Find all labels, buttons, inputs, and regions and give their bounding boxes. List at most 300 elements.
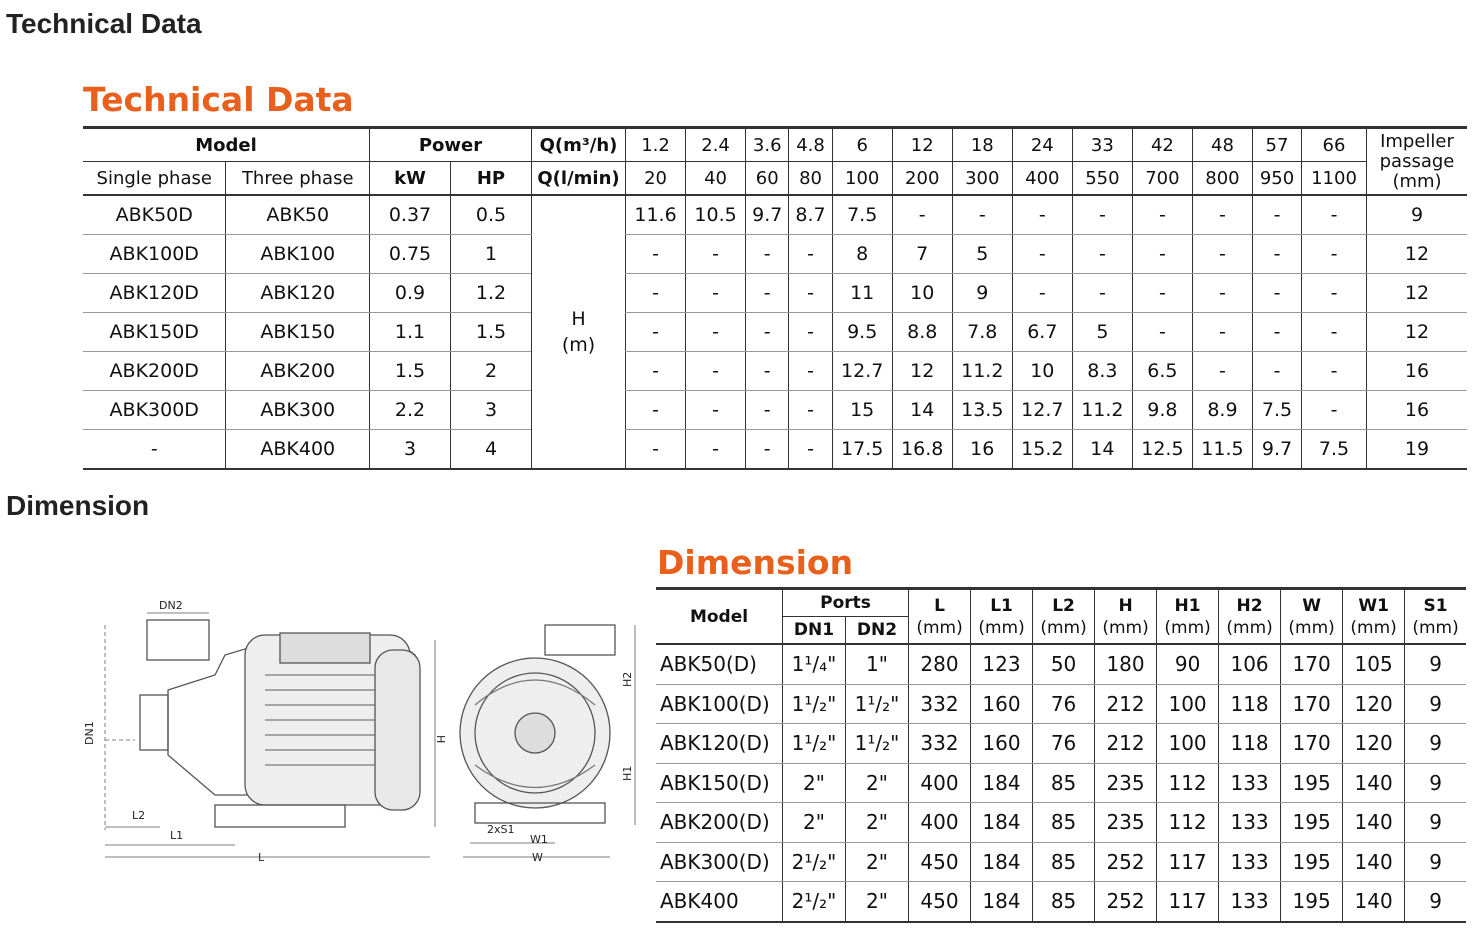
cell-head-value: - xyxy=(1132,195,1192,235)
th-flow-lmin-9: 550 xyxy=(1072,162,1132,196)
th-col-l1 xyxy=(971,589,1033,645)
cell-head-value: - xyxy=(1252,313,1301,352)
cell-dim-model: ABK100(D) xyxy=(656,684,783,724)
cell-head-value: 7.5 xyxy=(1252,391,1301,430)
head-unit: (m) xyxy=(561,334,596,356)
th-flow-m3h-3: 3.6 xyxy=(746,128,789,162)
th-unit: (mm) xyxy=(1412,617,1459,638)
cell-head-value: - xyxy=(746,391,789,430)
th-flow-m3h-9: 33 xyxy=(1072,128,1132,162)
cell-dim-value: 85 xyxy=(1033,803,1095,843)
cell-head-value: 12 xyxy=(892,352,952,391)
cell-head-value: - xyxy=(686,313,746,352)
th-flow-lmin-11: 800 xyxy=(1192,162,1252,196)
cell-head-value: 9.7 xyxy=(746,195,789,235)
dim-row xyxy=(656,842,1466,882)
outlet-flange xyxy=(147,620,209,660)
cell-kw: 0.37 xyxy=(370,195,451,235)
th-unit: (mm) xyxy=(916,617,963,638)
cell-dim-value: 252 xyxy=(1095,882,1157,922)
cell-dim-model: ABK50(D) xyxy=(656,644,783,684)
cell-single-phase: ABK120D xyxy=(83,274,226,313)
dim-row xyxy=(656,882,1466,922)
cell-dim-value: 117 xyxy=(1157,882,1219,922)
th-flow-m3h-4: 4.8 xyxy=(789,128,832,162)
dim-row xyxy=(656,644,1466,684)
th-col-s1 xyxy=(1405,589,1466,645)
cell-dim-value: 120 xyxy=(1343,724,1405,764)
brand-title-dimension: Dimension xyxy=(657,543,854,582)
label-l1: L1 xyxy=(170,829,184,842)
cell-dim-value: 450 xyxy=(909,882,971,922)
cell-hp: 1.2 xyxy=(451,274,532,313)
cell-dn2: 2" xyxy=(846,842,909,882)
cell-hp: 2 xyxy=(451,352,532,391)
cell-head-value: 6.5 xyxy=(1132,352,1192,391)
cell-head-value: 8.7 xyxy=(789,195,832,235)
cell-head-value: - xyxy=(1192,352,1252,391)
cell-head-value: - xyxy=(686,430,746,470)
th-model: Model xyxy=(83,128,370,162)
cell-three-phase: ABK120 xyxy=(226,274,370,313)
cell-dim-value: 76 xyxy=(1033,724,1095,764)
cell-head-value: 12.7 xyxy=(1012,391,1072,430)
th-col-h-label: H xyxy=(1118,595,1133,616)
cell-dim-value: 133 xyxy=(1219,842,1281,882)
th-flow-lmin-10: 700 xyxy=(1132,162,1192,196)
impeller-eye xyxy=(515,713,555,753)
tech-row xyxy=(83,235,1467,274)
cell-head-value: - xyxy=(1012,195,1072,235)
th-col-w xyxy=(1281,589,1343,645)
cell-impeller: 12 xyxy=(1367,274,1468,313)
cell-head-value: - xyxy=(1132,274,1192,313)
dimension-table xyxy=(656,587,1466,923)
head-label: H xyxy=(571,308,586,330)
cell-three-phase: ABK300 xyxy=(226,391,370,430)
cell-head-value: 7.5 xyxy=(1302,430,1367,470)
th-col-w1 xyxy=(1343,589,1405,645)
cell-kw: 1.5 xyxy=(370,352,451,391)
tech-row xyxy=(83,274,1467,313)
cell-head-value: - xyxy=(746,352,789,391)
cell-head-value: 12.7 xyxy=(832,352,892,391)
th-dn2: DN2 xyxy=(846,617,909,645)
label-w1: W1 xyxy=(530,833,548,846)
cell-hp: 4 xyxy=(451,430,532,470)
cell-dim-value: 9 xyxy=(1405,842,1466,882)
cell-head-value: - xyxy=(686,352,746,391)
cell-dim-value: 252 xyxy=(1095,842,1157,882)
label-s1: 2xS1 xyxy=(487,823,515,836)
th-q-m3h: Q(m³/h) xyxy=(532,128,626,162)
cell-head-value: - xyxy=(952,195,1012,235)
cell-dim-value: 9 xyxy=(1405,724,1466,764)
cell-dn1: 1¹/₂" xyxy=(783,724,846,764)
th-flow-lmin-8: 400 xyxy=(1012,162,1072,196)
th-col-h1 xyxy=(1157,589,1219,645)
cell-head-value: 14 xyxy=(892,391,952,430)
cell-hp: 1 xyxy=(451,235,532,274)
cell-head-value: 11 xyxy=(832,274,892,313)
th-flow-lmin-4: 80 xyxy=(789,162,832,196)
cell-head-value: - xyxy=(686,274,746,313)
cell-dim-value: 100 xyxy=(1157,684,1219,724)
th-col-l xyxy=(909,589,971,645)
cell-impeller: 16 xyxy=(1367,391,1468,430)
cell-dn1: 2" xyxy=(783,803,846,843)
cell-dn2: 2" xyxy=(846,882,909,922)
cell-head-value: 5 xyxy=(952,235,1012,274)
cell-dim-value: 184 xyxy=(971,803,1033,843)
cell-dim-value: 100 xyxy=(1157,724,1219,764)
cell-dn1: 1¹/₂" xyxy=(783,684,846,724)
cell-dim-value: 170 xyxy=(1281,684,1343,724)
cell-impeller: 9 xyxy=(1367,195,1468,235)
cell-head-value: - xyxy=(789,313,832,352)
cell-dim-model: ABK120(D) xyxy=(656,724,783,764)
th-col-h xyxy=(1095,589,1157,645)
cell-dim-model: ABK300(D) xyxy=(656,842,783,882)
cell-head-value: - xyxy=(1252,274,1301,313)
th-flow-m3h-6: 12 xyxy=(892,128,952,162)
th-flow-m3h-8: 24 xyxy=(1012,128,1072,162)
cell-head-value: - xyxy=(1252,195,1301,235)
cell-dim-value: 140 xyxy=(1343,882,1405,922)
cell-kw: 0.75 xyxy=(370,235,451,274)
th-unit: (mm) xyxy=(1288,617,1335,638)
th-three-phase: Three phase xyxy=(226,162,370,196)
th-col-l1-label: L1 xyxy=(990,595,1013,616)
th-flow-lmin-6: 200 xyxy=(892,162,952,196)
th-impeller: Impeller passage (mm) xyxy=(1367,128,1468,196)
cell-head-value: - xyxy=(626,274,686,313)
th-col-l2 xyxy=(1033,589,1095,645)
cell-dim-value: 140 xyxy=(1343,803,1405,843)
cell-head-value: 6.7 xyxy=(1012,313,1072,352)
cell-dim-value: 400 xyxy=(909,803,971,843)
cell-dim-value: 112 xyxy=(1157,763,1219,803)
cell-single-phase: - xyxy=(150,438,158,460)
cell-dim-value: 85 xyxy=(1033,882,1095,922)
cell-single-phase: ABK200D xyxy=(83,352,226,391)
cell-single-phase: ABK150D xyxy=(83,313,226,352)
cell-dim-value: 117 xyxy=(1157,842,1219,882)
cell-head-value: - xyxy=(1252,235,1301,274)
inlet-flange xyxy=(140,695,168,750)
cell-dim-value: 133 xyxy=(1219,882,1281,922)
fan-cover xyxy=(375,650,420,810)
cell-dim-value: 332 xyxy=(909,684,971,724)
cell-head-value: - xyxy=(1072,195,1132,235)
cell-dim-value: 112 xyxy=(1157,803,1219,843)
cell-dim-value: 195 xyxy=(1281,882,1343,922)
tech-row xyxy=(83,313,1467,352)
cell-hp: 1.5 xyxy=(451,313,532,352)
th-flow-lmin-7: 300 xyxy=(952,162,1012,196)
dim-row xyxy=(656,684,1466,724)
cell-dn2: 2" xyxy=(846,803,909,843)
cell-head-value: 5 xyxy=(1072,313,1132,352)
cell-dim-value: 160 xyxy=(971,724,1033,764)
cell-dim-value: 400 xyxy=(909,763,971,803)
cell-kw: 3 xyxy=(370,430,451,470)
label-dn2: DN2 xyxy=(159,599,183,612)
cell-head-value: - xyxy=(626,430,686,470)
cell-dim-value: 118 xyxy=(1219,684,1281,724)
cell-head-value: - xyxy=(892,195,952,235)
cell-single-phase: ABK300D xyxy=(83,391,226,430)
cell-dim-value: 235 xyxy=(1095,763,1157,803)
cell-dim-value: 118 xyxy=(1219,724,1281,764)
cell-head-value: - xyxy=(626,391,686,430)
cell-three-phase: ABK200 xyxy=(226,352,370,391)
cell-dn1: 2" xyxy=(783,763,846,803)
tech-row xyxy=(83,391,1467,430)
th-q-lmin: Q(l/min) xyxy=(532,162,626,196)
cell-dim-model: ABK400 xyxy=(660,889,739,914)
cell-dn2: 1¹/₂" xyxy=(846,684,909,724)
cell-head-value: - xyxy=(1072,274,1132,313)
cell-head-label xyxy=(532,195,626,469)
cell-head-value: 9.5 xyxy=(832,313,892,352)
th-flow-lmin-5: 100 xyxy=(832,162,892,196)
pump-dimension-drawing xyxy=(75,595,645,875)
cell-head-value: - xyxy=(789,430,832,470)
cell-head-value: - xyxy=(746,235,789,274)
cell-head-value: 7.5 xyxy=(832,195,892,235)
cell-head-value: - xyxy=(1302,274,1367,313)
th-col-l2-label: L2 xyxy=(1052,595,1075,616)
th-col-h1-label: H1 xyxy=(1174,595,1201,616)
cell-hp: 0.5 xyxy=(451,195,532,235)
cell-dim-value: 280 xyxy=(909,644,971,684)
cell-dim-value: 120 xyxy=(1343,684,1405,724)
dim-row xyxy=(656,803,1466,843)
cell-dim-value: 170 xyxy=(1281,644,1343,684)
cell-dim-value: 76 xyxy=(1033,684,1095,724)
tech-row xyxy=(83,430,1467,470)
th-flow-m3h-10: 42 xyxy=(1132,128,1192,162)
cell-head-value: 16.8 xyxy=(892,430,952,470)
th-flow-lmin-2: 40 xyxy=(686,162,746,196)
cell-dim-value: 184 xyxy=(971,842,1033,882)
cell-head-value: 17.5 xyxy=(832,430,892,470)
cell-single-phase: ABK50D xyxy=(83,195,226,235)
cell-head-value: - xyxy=(789,274,832,313)
cell-head-value: - xyxy=(1302,235,1367,274)
cell-head-value: - xyxy=(686,391,746,430)
th-hp: HP xyxy=(451,162,532,196)
cell-head-value: - xyxy=(746,430,789,470)
cell-head-value: 8 xyxy=(832,235,892,274)
th-unit: (mm) xyxy=(1164,617,1211,638)
tech-row xyxy=(83,195,1467,235)
cell-head-value: 7.8 xyxy=(952,313,1012,352)
cell-dim-value: 9 xyxy=(1405,684,1466,724)
cell-dim-value: 90 xyxy=(1157,644,1219,684)
cell-head-value: - xyxy=(1192,195,1252,235)
cell-head-value: - xyxy=(626,313,686,352)
th-unit: (mm) xyxy=(1040,617,1087,638)
cell-dim-value: 9 xyxy=(1405,644,1466,684)
th-ports: Ports xyxy=(783,589,909,617)
cell-head-value: 11.5 xyxy=(1192,430,1252,470)
cell-three-phase: ABK100 xyxy=(226,235,370,274)
cell-head-value: - xyxy=(686,235,746,274)
cell-head-value: 10.5 xyxy=(686,195,746,235)
th-flow-lmin-3: 60 xyxy=(746,162,789,196)
cell-head-value: - xyxy=(1302,352,1367,391)
cell-head-value: 9.8 xyxy=(1132,391,1192,430)
cell-head-value: 15.2 xyxy=(1012,430,1072,470)
th-flow-m3h-1: 1.2 xyxy=(626,128,686,162)
cell-impeller: 16 xyxy=(1367,352,1468,391)
cell-head-value: 15 xyxy=(832,391,892,430)
technical-data-table xyxy=(83,126,1467,470)
cell-head-value: - xyxy=(1192,313,1252,352)
cell-dim-value: 184 xyxy=(971,882,1033,922)
th-flow-m3h-5: 6 xyxy=(832,128,892,162)
cell-kw: 0.9 xyxy=(370,274,451,313)
th-dn1: DN1 xyxy=(783,617,846,645)
th-col-l-label: L xyxy=(934,595,945,616)
cell-dim-value: 106 xyxy=(1219,644,1281,684)
cell-head-value: 11.6 xyxy=(626,195,686,235)
th-flow-m3h-2: 2.4 xyxy=(686,128,746,162)
base-foot xyxy=(215,805,345,827)
brand-title-technical: Technical Data xyxy=(83,80,354,119)
cell-dim-value: 50 xyxy=(1033,644,1095,684)
cell-dn2: 1" xyxy=(846,644,909,684)
cell-kw: 2.2 xyxy=(370,391,451,430)
cell-head-value: - xyxy=(1302,195,1367,235)
cell-dim-value: 450 xyxy=(909,842,971,882)
cell-head-value: - xyxy=(1302,391,1367,430)
th-flow-m3h-13: 66 xyxy=(1302,128,1367,162)
cell-head-value: - xyxy=(1252,352,1301,391)
label-l2: L2 xyxy=(132,809,146,822)
cell-three-phase: ABK150 xyxy=(226,313,370,352)
cell-single-phase: ABK100D xyxy=(83,235,226,274)
cell-dim-value: 85 xyxy=(1033,763,1095,803)
cell-dim-value: 9 xyxy=(1405,882,1466,922)
cell-head-value: 12.5 xyxy=(1132,430,1192,470)
cell-head-value: 8.9 xyxy=(1192,391,1252,430)
cell-dim-model: ABK150(D) xyxy=(656,763,783,803)
cell-dim-value: 212 xyxy=(1095,684,1157,724)
cell-head-value: - xyxy=(1302,313,1367,352)
th-flow-m3h-7: 18 xyxy=(952,128,1012,162)
cell-dim-value: 133 xyxy=(1219,803,1281,843)
th-power: Power xyxy=(370,128,532,162)
cell-dim-value: 170 xyxy=(1281,724,1343,764)
cell-head-value: 11.2 xyxy=(952,352,1012,391)
th-flow-m3h-11: 48 xyxy=(1192,128,1252,162)
cell-head-value: 8.3 xyxy=(1072,352,1132,391)
dim-row xyxy=(656,724,1466,764)
cell-head-value: - xyxy=(789,352,832,391)
th-unit: (mm) xyxy=(1350,617,1397,638)
th-unit: (mm) xyxy=(1102,617,1149,638)
cell-dim-value: 195 xyxy=(1281,763,1343,803)
cell-head-value: 10 xyxy=(1012,352,1072,391)
cell-head-value: 14 xyxy=(1072,430,1132,470)
cell-head-value: - xyxy=(1012,235,1072,274)
cell-impeller: 12 xyxy=(1367,235,1468,274)
th-dim-model: Model xyxy=(656,589,783,645)
section-title-technical: Technical Data xyxy=(6,8,202,39)
th-flow-m3h-12: 57 xyxy=(1252,128,1301,162)
cell-head-value: - xyxy=(746,274,789,313)
cell-head-value: - xyxy=(1192,274,1252,313)
cell-dim-value: 212 xyxy=(1095,724,1157,764)
cell-head-value: - xyxy=(1132,313,1192,352)
terminal-box xyxy=(280,633,370,663)
cell-dim-value: 85 xyxy=(1033,842,1095,882)
th-flow-lmin-13: 1100 xyxy=(1302,162,1367,196)
th-col-h2 xyxy=(1219,589,1281,645)
label-dn1: DN1 xyxy=(83,721,96,745)
cell-hp: 3 xyxy=(451,391,532,430)
th-col-h2-label: H2 xyxy=(1236,595,1263,616)
th-single-phase: Single phase xyxy=(83,162,226,196)
dim-row xyxy=(656,763,1466,803)
cell-dim-value: 123 xyxy=(971,644,1033,684)
cell-kw: 1.1 xyxy=(370,313,451,352)
th-unit: (mm) xyxy=(1226,617,1273,638)
cell-head-value: - xyxy=(789,391,832,430)
tech-row xyxy=(83,352,1467,391)
cell-dim-value: 105 xyxy=(1343,644,1405,684)
th-unit: (mm) xyxy=(978,617,1025,638)
th-col-w-label: W xyxy=(1302,595,1321,616)
cell-dim-value: 9 xyxy=(1405,763,1466,803)
th-col-w1-label: W1 xyxy=(1358,595,1389,616)
cell-head-value: - xyxy=(626,352,686,391)
cell-head-value: - xyxy=(1072,235,1132,274)
cell-head-value: - xyxy=(626,235,686,274)
cell-dn2: 1¹/₂" xyxy=(846,724,909,764)
cell-dim-value: 180 xyxy=(1095,644,1157,684)
cell-impeller: 19 xyxy=(1367,430,1468,470)
cell-head-value: 10 xyxy=(892,274,952,313)
cell-dn1: 1¹/₄" xyxy=(783,644,846,684)
th-flow-lmin-12: 950 xyxy=(1252,162,1301,196)
cell-dim-model: ABK200(D) xyxy=(656,803,783,843)
cell-head-value: - xyxy=(1192,235,1252,274)
cell-head-value: - xyxy=(1132,235,1192,274)
cell-three-phase: ABK400 xyxy=(226,430,370,470)
label-l: L xyxy=(258,851,265,864)
th-flow-lmin-1: 20 xyxy=(626,162,686,196)
cell-dn1: 2¹/₂" xyxy=(783,842,846,882)
cell-head-value: 11.2 xyxy=(1072,391,1132,430)
th-kw: kW xyxy=(370,162,451,196)
cell-head-value: 7 xyxy=(892,235,952,274)
cell-head-value: 9.7 xyxy=(1252,430,1301,470)
th-col-s1-label: S1 xyxy=(1423,595,1448,616)
cell-dim-value: 195 xyxy=(1281,842,1343,882)
cell-head-value: - xyxy=(1012,274,1072,313)
cell-dn1: 2¹/₂" xyxy=(783,882,846,922)
label-h: H xyxy=(434,735,447,744)
cell-dim-value: 140 xyxy=(1343,842,1405,882)
cell-three-phase: ABK50 xyxy=(226,195,370,235)
cell-dim-value: 184 xyxy=(971,763,1033,803)
label-h2: H2 xyxy=(621,671,634,687)
cell-dn2: 2" xyxy=(846,763,909,803)
